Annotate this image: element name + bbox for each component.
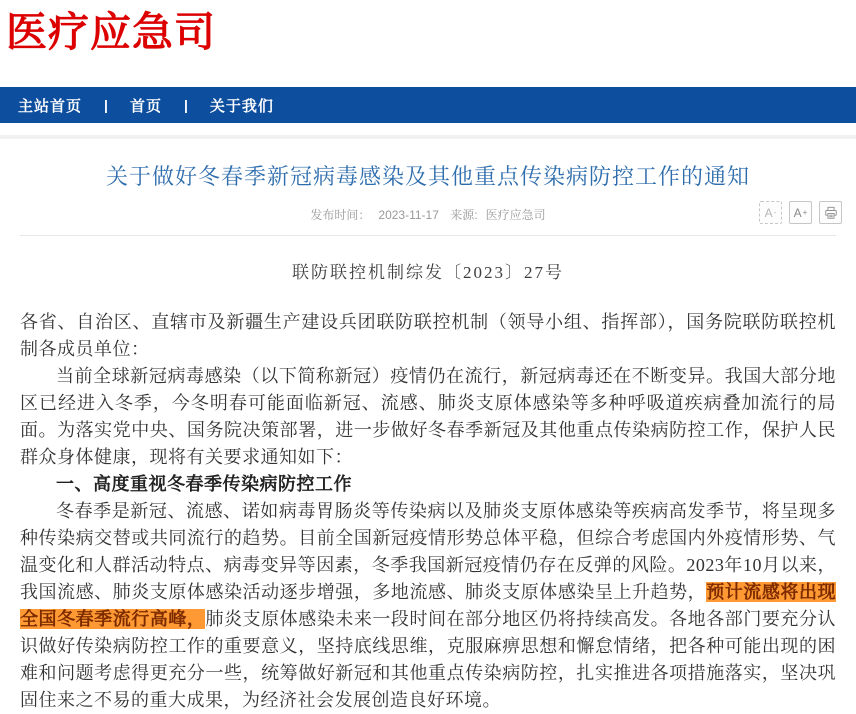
site-logo: 医疗应急司 [6,9,216,55]
source-value: 医疗应急司 [485,207,546,222]
nav-separator: | [183,97,188,113]
minus-sign: - [773,207,777,217]
document-number: 联防联控机制综发〔2023〕27号 [292,262,564,282]
plus-sign: + [802,207,808,217]
page-title: 关于做好冬春季新冠病毒感染及其他重点传染病防控工作的通知 [105,164,750,189]
nav-item-home[interactable]: 首页 [129,97,162,115]
main-navbar [0,87,856,123]
paragraph-salutation: 各省、自治区、直辖市及新疆生产建设兵团联防联控机制（领导小组、指挥部），国务院联防联控机制各成员单位： [20,311,836,359]
print-button[interactable] [819,201,842,224]
print-icon [824,206,838,220]
publish-time-label: 发布时间： [310,207,371,222]
article-meta [0,206,856,223]
nav-item-about-us[interactable]: 关于我们 [209,97,274,115]
paragraph-intro: 当前全球新冠病毒感染（以下简称新冠）疫情仍在流行，新冠病毒还在不断变异。我国大部分地区已经进入冬季，今冬明春可能面临新冠、流感、肺炎支原体感染等多种呼吸道疾病叠加流行的局面。为落实党中央、国务院决策部署，进一步做好冬春季新冠及其他重点传染病防控工作，保护人民群众身体健康，现将有关要求通知如下： [20,365,836,467]
header-divider [20,235,836,236]
font-increase-label: A [793,205,802,220]
paragraph-section-1 [20,498,836,714]
section-1-text-after: 肺炎支原体感染未来一段时间在部分地区仍将持续高发。各地各部门要充分认识做好传染病防控工作的重要意义，坚持底线思维，克服麻痹思想和懈怠情绪，把各种可能出现的困难和问题考虑得更充分一些，统筹做好新冠和其他重点传染病防控，扎实推进各项措施落实，坚决巩固住来之不易的重大成果，为经济社会发展创造良好环境。 [20,608,836,710]
article-body [0,309,856,714]
section-1-text-before: 冬春季是新冠、流感、诺如病毒胃肠炎等传染病以及肺炎支原体感染等疾病高发季节，将呈现多种传染病交替或共同流行的趋势。目前全国新冠疫情形势总体平稳，但综合考虑国内外疫情形势、气温变化和人群活动特点、病毒变异等因素，冬季我国新冠疫情仍存在反弹的风险。2023年10月以来，我国流感、肺炎支原体感染活动逐步增强，多地流感、肺炎支原体感染呈上升趋势， [20,500,836,602]
section-1-heading: 一、高度重视冬春季传染病防控工作 [56,473,352,494]
highlighted-text: 预计流感将出现全国冬春季流行高峰， [20,581,836,629]
nav-separator: | [104,97,108,113]
publish-date: 2023-11-17 [378,207,439,222]
font-increase-button[interactable] [789,201,812,224]
nav-item-main-site-home[interactable]: 主站首页 [18,97,83,115]
article-toolbar [759,201,842,224]
font-decrease-button[interactable] [759,201,782,224]
source-label: 来源: [450,207,478,222]
site-header [0,0,856,87]
article-header [0,139,856,283]
font-decrease-label: A [764,205,773,220]
